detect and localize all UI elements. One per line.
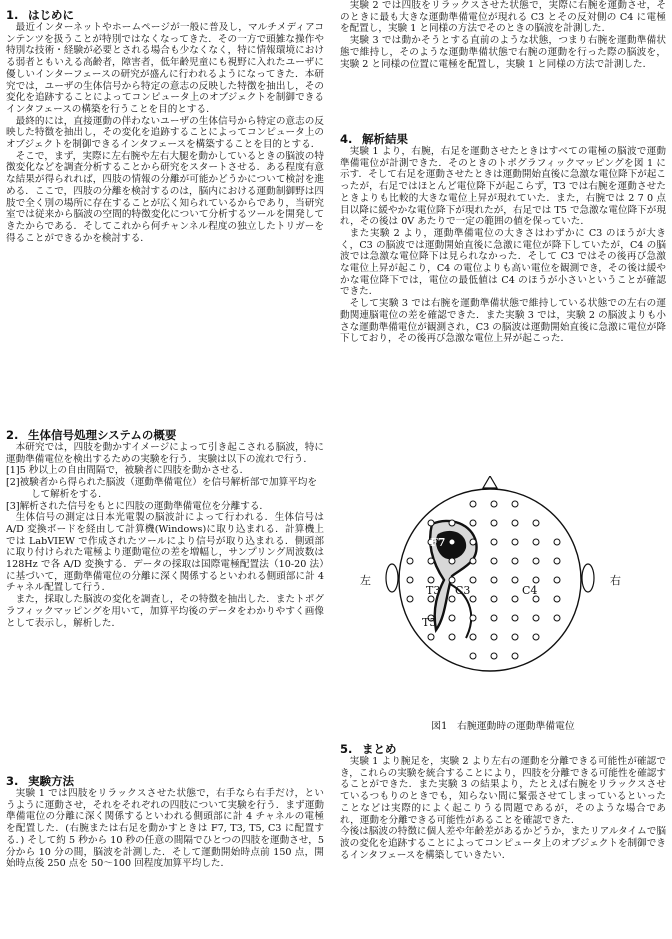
electrode-label-c3: C3	[455, 584, 471, 597]
section-conclusion	[340, 742, 666, 861]
paragraph: 生体信号の測定は日本光電製の脳波計によって行われる．生体信号は A/D 変換ボードを経由して計算機(Windows)に取り込まれる．計算機上では LabVIEW で作成されたツールにより信号が取り込まれる．側頭部に取り付けられた電極より運動電位の差を増幅し，サンプリング周波数は 128Hz で各 A/D 変換する．データの採取は国際電極配置法（10-20 法）に基づいて，運動準備電位の分離に深く関係するといわれる側頭部に計 4 チャネル配置して行う．	[6, 512, 324, 594]
paragraph: そして実験 3 では右腕を運動準備状態で維持している状態での左右の運動関連脳電位の差を確認できた．また実験 3 では，実験 2 の脳波よりも小さな運動準備電位が観測され，C3 の脳波は運動開始直後に急激に電位が降下しており，その後再び急激な電位上昇が起こった．	[340, 298, 666, 345]
electrode-point	[470, 634, 476, 640]
electrode-point	[470, 596, 476, 602]
electrode-point	[491, 520, 497, 526]
right-ear	[582, 564, 594, 592]
electrode-point	[491, 558, 497, 564]
electrode-point	[533, 558, 539, 564]
electrode-point	[428, 558, 434, 564]
electrode-point	[470, 653, 476, 659]
electrode-label-t3: T3	[426, 584, 441, 597]
electrode-point	[470, 520, 476, 526]
electrode-point	[407, 558, 413, 564]
electrode-point	[470, 577, 476, 583]
electrode-point	[428, 634, 434, 640]
list-item: [2]被験者から得られた脳波（運動準備電位）を信号解析部で加算平均をして解析をする．	[6, 477, 317, 500]
electrode-label-t5: T5	[422, 616, 437, 629]
electrode-point	[512, 520, 518, 526]
section-heading: 1. はじめに	[6, 8, 74, 22]
electrode-point	[512, 501, 518, 507]
section-heading: 5. まとめ	[340, 742, 397, 756]
section-intro	[6, 8, 324, 244]
figure-caption: 図1 右腕運動時の運動準備電位	[431, 721, 575, 732]
list-item: [1]5 秒以上の自由間隔で，被験者に四肢を動かさせる．	[6, 465, 250, 477]
electrode-point	[554, 596, 560, 602]
electrode-point	[554, 539, 560, 545]
electrode-point	[470, 539, 476, 545]
electrode-point	[533, 520, 539, 526]
electrode-point	[449, 634, 455, 640]
paragraph: 実験 1 より腕足を，実験 2 より左右の運動を分離できる可能性が確認でき，これらの実験を統合することにより，四肢を分離できる可能性を確認することができた．また実験 3 の結果より，たとえば右腕をリラックスさせているつもりのときでも，知らない間に緊張させてしまっているといったことなどは実際的によく起こりうる問題であるが，そのような場合であれ，運動を分離できる可能性があることを確認できた．	[340, 756, 666, 826]
paragraph: そこで，まず，実際に左右腕や左右大腿を動かしているときの脳波の特徴変化などを調査分析することから研究をスタートさせる．ある程度有意な結果が得られれば，四肢の情報の分離が可能かどうかについて検討を進める．ここで，四肢の分離を検討するのは，脳内における運動制御野は四肢で全く別の場所に存在することが広く知られているからであり，当研究室では従来から脳波の空間的特徴変化について分析するツールを開発してきたからである．そしてこれから何チャンネル程度の独立したトリガーを得ることができるかを検討する．	[6, 150, 324, 244]
electrode-point	[449, 577, 455, 583]
paragraph: 本研究では，四肢を動かすイメージによって引き起こされる脳波，特に運動準備電位を検出するための実験を行う．実験は以下の流れで行う．	[6, 442, 324, 465]
electrode-point	[428, 520, 434, 526]
left-label: 左	[360, 574, 371, 587]
electrode-point	[449, 539, 455, 545]
section-method	[6, 774, 324, 870]
electrode-point	[491, 653, 497, 659]
electrode-point	[491, 596, 497, 602]
electrode-grid	[407, 501, 560, 659]
electrode-point	[512, 634, 518, 640]
electrode-point	[533, 539, 539, 545]
paragraph: 最終的には，直接運動の伴わないユーザの生体信号から特定の意志の反映した特徴を抽出し，その変化を追跡することによってコンピュータ上のオブジェクトを制御できるインタフェースを構築することを目的とする．	[6, 115, 324, 151]
section-heading: 4. 解析結果	[340, 132, 408, 146]
electrode-point	[491, 539, 497, 545]
paragraph: 実験 3 では動かそうとする直前のような状態，つまり右腕を運動準備状態で維持し，そのような運動準備状態で右腕の運動を行った際の脳波を，実験 2 と同様の位置に電極を配置し，実験 1 と同様の方法で計測した．	[340, 35, 666, 70]
electrode-point	[533, 634, 539, 640]
electrode-label-c4: C4	[522, 584, 538, 597]
topography-map	[340, 476, 666, 716]
electrode-point	[449, 558, 455, 564]
electrode-point	[554, 558, 560, 564]
electrode-point	[470, 558, 476, 564]
section-heading: 3. 実験方法	[6, 774, 74, 788]
electrode-point	[554, 577, 560, 583]
paragraph: 実験 1 では四肢をリラックスさせた状態で，右手なら右手だけ，というように運動させ，それをそれぞれの四肢について実験を行う．まず運動準備電位の分離に深く関係するといわれる側頭部に計 4 チャネルの電極を配置した．(右腕または右足を動かすときは F7, T3, T5, C3 に配置する．) そして約 5 秒から 10 秒の任意の間隔でひとつの四肢を運動させ，5 分から 10 分の間，脳波を計測した．そして運動開始時点前 150 点，開始時点後 250 点を 50～100 回程度加算平均した．	[6, 788, 324, 870]
electrode-point	[491, 577, 497, 583]
right-label: 右	[610, 574, 621, 587]
electrode-point	[470, 615, 476, 621]
paragraph: 実験 1 より，右腕，右足を運動させたときはすべての電極の脳波で運動準備電位が計測できた．そのときのトポグラフィックマッピングを図 1 に示す．そして右足を運動させたときは運動開始直後に急激な電位降下が起こったが，右足ではほとんど電位降下が起こらず，T3 では右腕を運動させたときよりも比較的大きな電位上昇が現れていた．また，右腕では 2 7 0 点目以降に緩やかな電位降下が現れたが，右足では T5 で急激な電位降下が現れ，その後は 0V あたりで一定の範囲の値を保っていた．	[340, 146, 666, 228]
electrode-point	[491, 615, 497, 621]
electrode-label-f7: F7	[430, 536, 446, 549]
electrode-point	[533, 615, 539, 621]
left-ear	[386, 564, 398, 592]
electrode-point	[533, 577, 539, 583]
electrode-point	[512, 558, 518, 564]
electrode-point	[428, 577, 434, 583]
electrode-point	[512, 615, 518, 621]
paragraph: また，採取した脳波の変化を調査し，その特徴を抽出した．またトポグラフィックマッピングを用いて，加算平均後のデータをわかりやすく画像として表示し，解析した．	[6, 594, 324, 629]
paragraph: また実験 2 より，運動準備電位の大きさはわずかに C3 のほうが大きく，C3 の脳波では運動開始直後に急激に電位が降下していたが，C4 の脳波では急激な電位降下は見られなかった．そして C3 ではその後再び急激な電位上昇が起こり，C4 の電位よりも高い電位を観測でき，その後は緩やかな電位降下では，電位の最低値は C4 のほうが小さいということが確認できた．	[340, 227, 666, 298]
section-heading: 2. 生体信号処理システムの概要	[6, 428, 177, 442]
electrode-point	[449, 520, 455, 526]
paragraph: 今後は脳波の特徴に個人差や年齢差があるかどうか，またリアルタイムで脳波の変化を追跡することによってコンピュータ上のオブジェクトを制御できるインタフェースを構築していきたい．	[340, 826, 666, 861]
electrode-point	[512, 653, 518, 659]
electrode-point	[512, 596, 518, 602]
paragraph: 実験 2 では四肢をリラックスさせた状態で，実際に右腕を運動させ，そのときに最も大きな運動準備電位が現れる C3 とその反対側の C4 に電極を配置し，実験 1 と同様の方法でそのときの脳波を計測した．	[340, 0, 666, 35]
electrode-point	[512, 577, 518, 583]
section-system	[6, 428, 324, 629]
electrode-point	[407, 577, 413, 583]
electrode-point	[407, 596, 413, 602]
figure-topography	[340, 476, 666, 732]
list-item: [3]解析された信号をもとに四肢の運動準備電位を分離する．	[6, 500, 270, 512]
electrode-point	[491, 501, 497, 507]
electrode-point	[491, 634, 497, 640]
section-results	[340, 132, 666, 345]
electrode-point	[470, 501, 476, 507]
nose-icon	[483, 476, 497, 488]
electrode-point	[512, 539, 518, 545]
electrode-point	[554, 615, 560, 621]
paragraph: 最近インターネットやホームページが一般に普及し，マルチメディアコンテンツを扱うことが特別ではなくなってきた．その一方で頭雑な操作や特別な技術・経験が必要とされる場合も少なくなく，特に情報環境における弱者ともいえる高齢者，障害者，低年齢児童にも視野に入れたユーザに優しいインターフェースの研究が盛んに行われるようになってきた．本研究では，ユーザの生体信号から特定の意志の反映した特徴を抽出し，その変化を追跡することによってコンピュータ上のオブジェクトを制御できるインタフェースの構築を行うことを目的とする．	[6, 22, 324, 115]
method-continued	[340, 0, 666, 70]
electrode-point	[449, 615, 455, 621]
